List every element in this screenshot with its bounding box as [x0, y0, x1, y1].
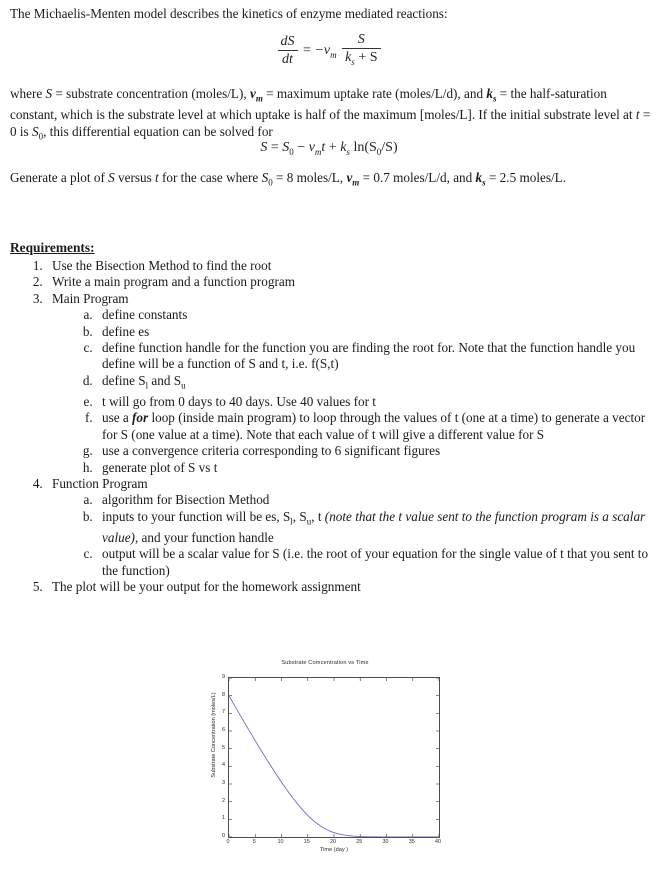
eq2-minus: − — [297, 140, 306, 155]
substrate-concentration-chart — [194, 660, 456, 860]
y-tick-label: 3 — [222, 780, 225, 786]
chart-line-S(t) — [229, 696, 439, 837]
x-tick-label: 25 — [356, 839, 363, 845]
gen-text-f: = 2.5 — [485, 170, 517, 185]
eq2-S: S — [260, 140, 268, 155]
s-numerator: S — [342, 32, 380, 49]
ks-plus-s-denominator — [342, 49, 380, 70]
vm-subscript: m — [330, 49, 337, 60]
symbol-S0-sub: 0 — [38, 131, 44, 142]
ks-subscript: s — [351, 56, 355, 67]
plot-area — [229, 678, 439, 837]
y-tick-label: 4 — [222, 762, 225, 769]
y-tick-label: 9 — [222, 674, 225, 680]
list-item — [46, 291, 653, 476]
symbol-vm: v — [249, 86, 256, 101]
x-tick-label: 30 — [382, 839, 389, 845]
gen-text-c: for the case where — [158, 170, 262, 185]
gen-S: S — [108, 170, 115, 185]
symbol-vm-sub: m — [255, 93, 263, 104]
dS-numerator: dS — [278, 34, 298, 51]
gen-S0: S — [261, 170, 269, 185]
gen-ks-sub: s — [482, 177, 486, 188]
y-tick-label: 2 — [222, 797, 225, 804]
eq2-S0: S — [282, 140, 290, 155]
req-4a-text: algorithm for Bisection Method — [102, 492, 270, 508]
eq2-ln-text: ln(S — [353, 140, 377, 155]
req-3d-text-b: and S — [148, 372, 182, 388]
list-item — [96, 394, 653, 410]
eq2-plus: + — [328, 140, 337, 155]
where-text-a: where — [10, 86, 46, 101]
y-tick-label: 1 — [222, 815, 225, 822]
list-item — [46, 258, 653, 274]
req-3-text: Main Program — [52, 290, 129, 306]
req-3a-text: define constants — [102, 307, 188, 323]
req-4b-text-a: inputs to your function will be es, S — [102, 508, 291, 524]
list-item — [96, 492, 653, 508]
list-item — [96, 307, 653, 323]
eq2-ks: k — [340, 140, 347, 155]
req-3f-text-a: use a — [102, 410, 133, 426]
req-4-sublist — [52, 492, 653, 579]
where-text-c: = maximum uptake rate (moles/L/d), and — [262, 86, 487, 101]
eq2-ln-end: /S) — [381, 140, 398, 155]
list-item — [46, 274, 653, 290]
x-tick-label: 40 — [435, 839, 441, 845]
req-4c-text: output will be a scalar value for S (i.e. the root of your equation for the single value of t that you sent to the function) — [102, 546, 649, 578]
symbol-t: t — [635, 107, 640, 123]
requirements-list-wrapper — [10, 258, 653, 595]
ks-k: k — [345, 50, 352, 65]
y-tick-label: 8 — [222, 691, 225, 698]
requirements-heading: Requirements: — [10, 240, 95, 255]
x-tick-label: 20 — [330, 839, 336, 845]
req-3b-text: define es — [102, 323, 150, 339]
gen-vm-sub: m — [352, 177, 360, 188]
symbol-ks-sub: s — [492, 93, 497, 104]
y-tick-label: 0 — [222, 833, 225, 839]
x-axis-label: Time (day ) — [319, 847, 349, 853]
list-item — [96, 340, 653, 373]
gen-text-d: = 8 moles/L, — [272, 170, 347, 185]
req-4b-italic-note: (note that the t value sent to the function program is a scalar value) — [102, 508, 646, 545]
minus-vm-text: −v — [314, 43, 331, 59]
list-item — [96, 410, 653, 443]
s-over-ks-plus-s-fraction — [342, 32, 380, 70]
gen-text-b: versus — [114, 170, 156, 185]
list-item — [96, 373, 653, 394]
req-3d-sub-l: l — [145, 380, 149, 391]
eq2-equals: = — [270, 140, 279, 155]
req-3f-text-b: loop (inside main program) to loop through the values of t (one at a time) to generate a vector for S (one value at a time). Note that each value of t will give a different value for S — [102, 410, 646, 442]
symbol-S: S — [45, 86, 53, 101]
eq2-vm: v — [308, 140, 315, 155]
x-tick-label: 35 — [408, 839, 415, 845]
where-line3-b: = 0 is — [10, 107, 651, 139]
req-3-sublist — [52, 307, 653, 476]
req-4b-sub-u: u — [306, 516, 312, 527]
eq2-ln-sub: 0 — [376, 146, 382, 157]
plot-frame — [228, 677, 440, 838]
eq2-S0-sub: 0 — [289, 146, 294, 157]
req-3f-for-keyword: for — [132, 410, 149, 426]
symbol-ks: k — [486, 86, 493, 101]
list-item — [96, 546, 653, 579]
symbol-S0: S — [31, 123, 39, 139]
list-item — [46, 579, 653, 595]
gen-t: t — [155, 170, 159, 185]
y-tick-label: 6 — [222, 727, 225, 733]
where-line2: the half-saturation constant, which is the substrate level at which uptake is half of the maximum — [10, 86, 607, 123]
req-4b-text-c: , t — [311, 508, 325, 524]
req-4b-text-b: , S — [292, 508, 307, 524]
where-line3-a: [moles/L]. If the initial substrate level at — [419, 107, 636, 123]
list-item — [96, 460, 653, 476]
generate-paragraph — [10, 170, 653, 191]
req-3h-text: generate plot of S vs t — [102, 459, 218, 475]
equals-sign: = — [303, 43, 311, 59]
dS-dt-fraction — [278, 34, 298, 67]
list-item — [46, 476, 653, 579]
req-3c-text: define function handle for the function you are finding the root for. Note that the function handle you define will be a function of S and t, i.e. f(S,t) — [102, 340, 636, 372]
list-item — [96, 443, 653, 459]
eq2-ln — [353, 140, 397, 155]
where-text-b: = substrate concentration (moles/L), — [52, 86, 250, 101]
req-4b-text-d: , and your function handle — [134, 529, 274, 545]
where-paragraph — [10, 86, 653, 145]
chart-title: Substrate Comcentration vs Time — [281, 660, 369, 666]
gen-ks: k — [475, 170, 483, 185]
req-5-text: The plot will be your output for the homework assignment — [52, 579, 361, 594]
req-2-text: Write a main program and a function program — [52, 274, 295, 290]
x-tick-label: 0 — [226, 839, 230, 845]
x-tick-label: 10 — [277, 839, 284, 845]
where-line3-c: , this differential equation can be solved for — [43, 123, 273, 139]
gen-vm: v — [346, 170, 353, 185]
req-3d-sub-u: u — [181, 380, 186, 391]
list-item — [96, 324, 653, 340]
plus-s: + S — [358, 50, 378, 65]
req-4b-sub-l: l — [290, 516, 293, 527]
y-axis-label: Substrate Concentration (moles/L) — [211, 692, 217, 778]
req-3g-text: use a convergence criteria corresponding to 6 significant figures — [102, 443, 441, 459]
eq2-vm-sub: m — [314, 146, 322, 157]
gen-text-a: Generate a plot of — [10, 170, 109, 185]
eq2-ks-sub: s — [346, 146, 350, 157]
gen-S0-sub: 0 — [268, 177, 273, 188]
intro-paragraph: The Michaelis-Menten model describes the kinetics of enzyme mediated reactions: — [10, 6, 448, 21]
gen-text-e: = 0.7 moles/L/d, and — [359, 170, 476, 185]
x-tick-label: 5 — [252, 839, 256, 845]
gen-line2: moles/L. — [519, 170, 566, 185]
equation-differential — [0, 32, 658, 70]
x-tick-label: 15 — [303, 839, 310, 845]
req-1-text: Use the Bisection Method to find the root — [52, 258, 272, 273]
y-tick-label: 7 — [222, 709, 225, 716]
minus-vm — [314, 43, 336, 58]
req-3d-text-a: define S — [102, 372, 146, 388]
where-text-d: = — [496, 86, 508, 101]
req-3e-text: t will go from 0 days to 40 days. Use 40 values for t — [102, 393, 376, 409]
equation-solved — [0, 140, 658, 157]
list-item — [96, 509, 653, 546]
req-4-text: Function Program — [52, 475, 148, 491]
requirements-list — [10, 258, 653, 595]
eq2-t: t — [321, 140, 326, 155]
y-tick-label: 5 — [222, 744, 225, 751]
dt-denominator: dt — [282, 52, 293, 68]
